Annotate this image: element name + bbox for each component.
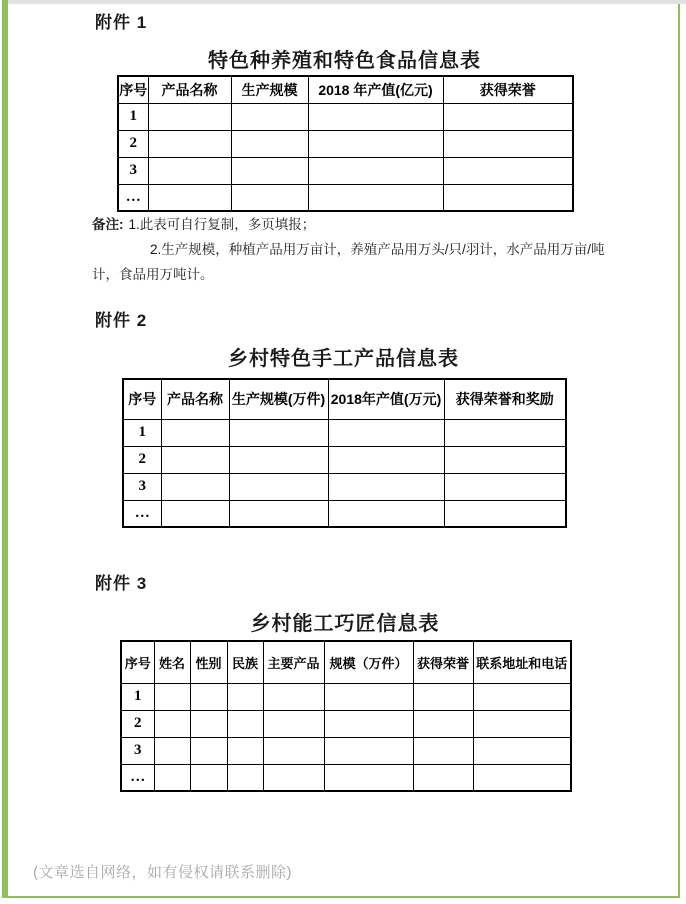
empty-cell (154, 683, 190, 710)
empty-cell (148, 130, 231, 157)
row-number: … (118, 184, 148, 211)
empty-cell (328, 473, 444, 500)
empty-cell (227, 737, 263, 764)
empty-cell (324, 737, 413, 764)
table-1-notes (92, 212, 652, 287)
empty-cell (190, 764, 227, 791)
row-number: 1 (118, 103, 148, 130)
empty-cell (148, 184, 231, 211)
table-2-title: 乡村特色手工产品信息表 (228, 348, 459, 370)
row-number: 2 (121, 710, 154, 737)
empty-cell (161, 446, 229, 473)
table-2-header-row (123, 379, 566, 419)
column-header: 2018年产值(万元) (328, 379, 444, 419)
empty-cell (229, 446, 328, 473)
attachment-2-label: 附件 2 (95, 311, 148, 330)
column-header: 主要产品 (263, 641, 324, 683)
attachment-3-label: 附件 3 (95, 574, 148, 593)
empty-cell (231, 184, 308, 211)
empty-cell (154, 710, 190, 737)
table-row (118, 184, 573, 211)
table-row (123, 500, 566, 527)
table-row (123, 473, 566, 500)
empty-cell (328, 419, 444, 446)
column-header: 获得荣誉 (443, 76, 573, 103)
column-header: 序号 (123, 379, 161, 419)
bottom-green-border (2, 896, 680, 898)
table-row (118, 103, 573, 130)
note-text: 1.此表可自行复制，多页填报； (128, 217, 316, 232)
table-3-header-row (121, 641, 571, 683)
empty-cell (308, 184, 443, 211)
empty-cell (229, 473, 328, 500)
empty-cell (443, 184, 573, 211)
empty-cell (263, 737, 324, 764)
row-number: 1 (123, 419, 161, 446)
table-2 (122, 378, 567, 528)
table-row (121, 737, 571, 764)
column-header: 序号 (121, 641, 154, 683)
empty-cell (229, 419, 328, 446)
column-header: 生产规模(万件) (229, 379, 328, 419)
empty-cell (328, 500, 444, 527)
column-header: 民族 (227, 641, 263, 683)
empty-cell (231, 157, 308, 184)
empty-cell (227, 710, 263, 737)
right-green-border (678, 4, 680, 898)
empty-cell (413, 683, 473, 710)
table-row (121, 710, 571, 737)
empty-cell (190, 710, 227, 737)
column-header: 规模（万件） (324, 641, 413, 683)
row-number: 3 (123, 473, 161, 500)
note-line-2: 2.生产规模，种植产品用万亩计，养殖产品用万头/只/羽计，水产品用万亩/吨 (150, 242, 605, 257)
row-number: 1 (121, 683, 154, 710)
column-header: 序号 (118, 76, 148, 103)
empty-cell (308, 130, 443, 157)
empty-cell (308, 157, 443, 184)
row-number: … (123, 500, 161, 527)
column-header: 产品名称 (148, 76, 231, 103)
note-line-3: 计，食品用万吨计。 (92, 267, 214, 282)
empty-cell (227, 764, 263, 791)
row-number: 3 (121, 737, 154, 764)
column-header: 获得荣誉和奖励 (444, 379, 566, 419)
empty-cell (444, 419, 566, 446)
empty-cell (308, 103, 443, 130)
empty-cell (413, 710, 473, 737)
column-header: 联系地址和电话 (473, 641, 571, 683)
empty-cell (263, 683, 324, 710)
column-header: 2018 年产值(亿元) (308, 76, 443, 103)
empty-cell (190, 737, 227, 764)
empty-cell (324, 710, 413, 737)
table-1 (117, 75, 574, 212)
empty-cell (161, 473, 229, 500)
empty-cell (148, 103, 231, 130)
table-3 (120, 640, 572, 792)
empty-cell (473, 764, 571, 791)
note-label: 备注: (92, 217, 124, 232)
empty-cell (444, 500, 566, 527)
empty-cell (154, 764, 190, 791)
row-number: … (121, 764, 154, 791)
empty-cell (413, 764, 473, 791)
empty-cell (444, 446, 566, 473)
empty-cell (231, 130, 308, 157)
table-row (118, 157, 573, 184)
table-1-title: 特色种养殖和特色食品信息表 (208, 50, 481, 72)
empty-cell (263, 764, 324, 791)
empty-cell (229, 500, 328, 527)
empty-cell (231, 103, 308, 130)
empty-cell (443, 103, 573, 130)
empty-cell (328, 446, 444, 473)
empty-cell (190, 683, 227, 710)
note-line-1 (92, 212, 652, 237)
table-row (118, 130, 573, 157)
empty-cell (473, 683, 571, 710)
empty-cell (443, 157, 573, 184)
empty-cell (161, 419, 229, 446)
table-row (123, 419, 566, 446)
top-border-bar (8, 0, 686, 4)
empty-cell (263, 710, 324, 737)
column-header: 生产规模 (231, 76, 308, 103)
empty-cell (473, 710, 571, 737)
empty-cell (324, 683, 413, 710)
empty-cell (473, 737, 571, 764)
column-header: 性别 (190, 641, 227, 683)
attachment-1-label: 附件 1 (95, 13, 148, 32)
empty-cell (413, 737, 473, 764)
empty-cell (443, 130, 573, 157)
table-3-title: 乡村能工巧匠信息表 (250, 613, 440, 635)
row-number: 2 (123, 446, 161, 473)
empty-cell (324, 764, 413, 791)
column-header: 获得荣誉 (413, 641, 473, 683)
empty-cell (227, 683, 263, 710)
empty-cell (154, 737, 190, 764)
table-row (121, 683, 571, 710)
empty-cell (444, 473, 566, 500)
table-row (123, 446, 566, 473)
table-row (121, 764, 571, 791)
column-header: 姓名 (154, 641, 190, 683)
column-header: 产品名称 (161, 379, 229, 419)
row-number: 2 (118, 130, 148, 157)
empty-cell (148, 157, 231, 184)
left-green-border (2, 0, 8, 898)
row-number: 3 (118, 157, 148, 184)
table-1-header-row (118, 76, 573, 103)
source-disclaimer: (文章选自网络，如有侵权请联系删除) (33, 864, 292, 881)
empty-cell (161, 500, 229, 527)
